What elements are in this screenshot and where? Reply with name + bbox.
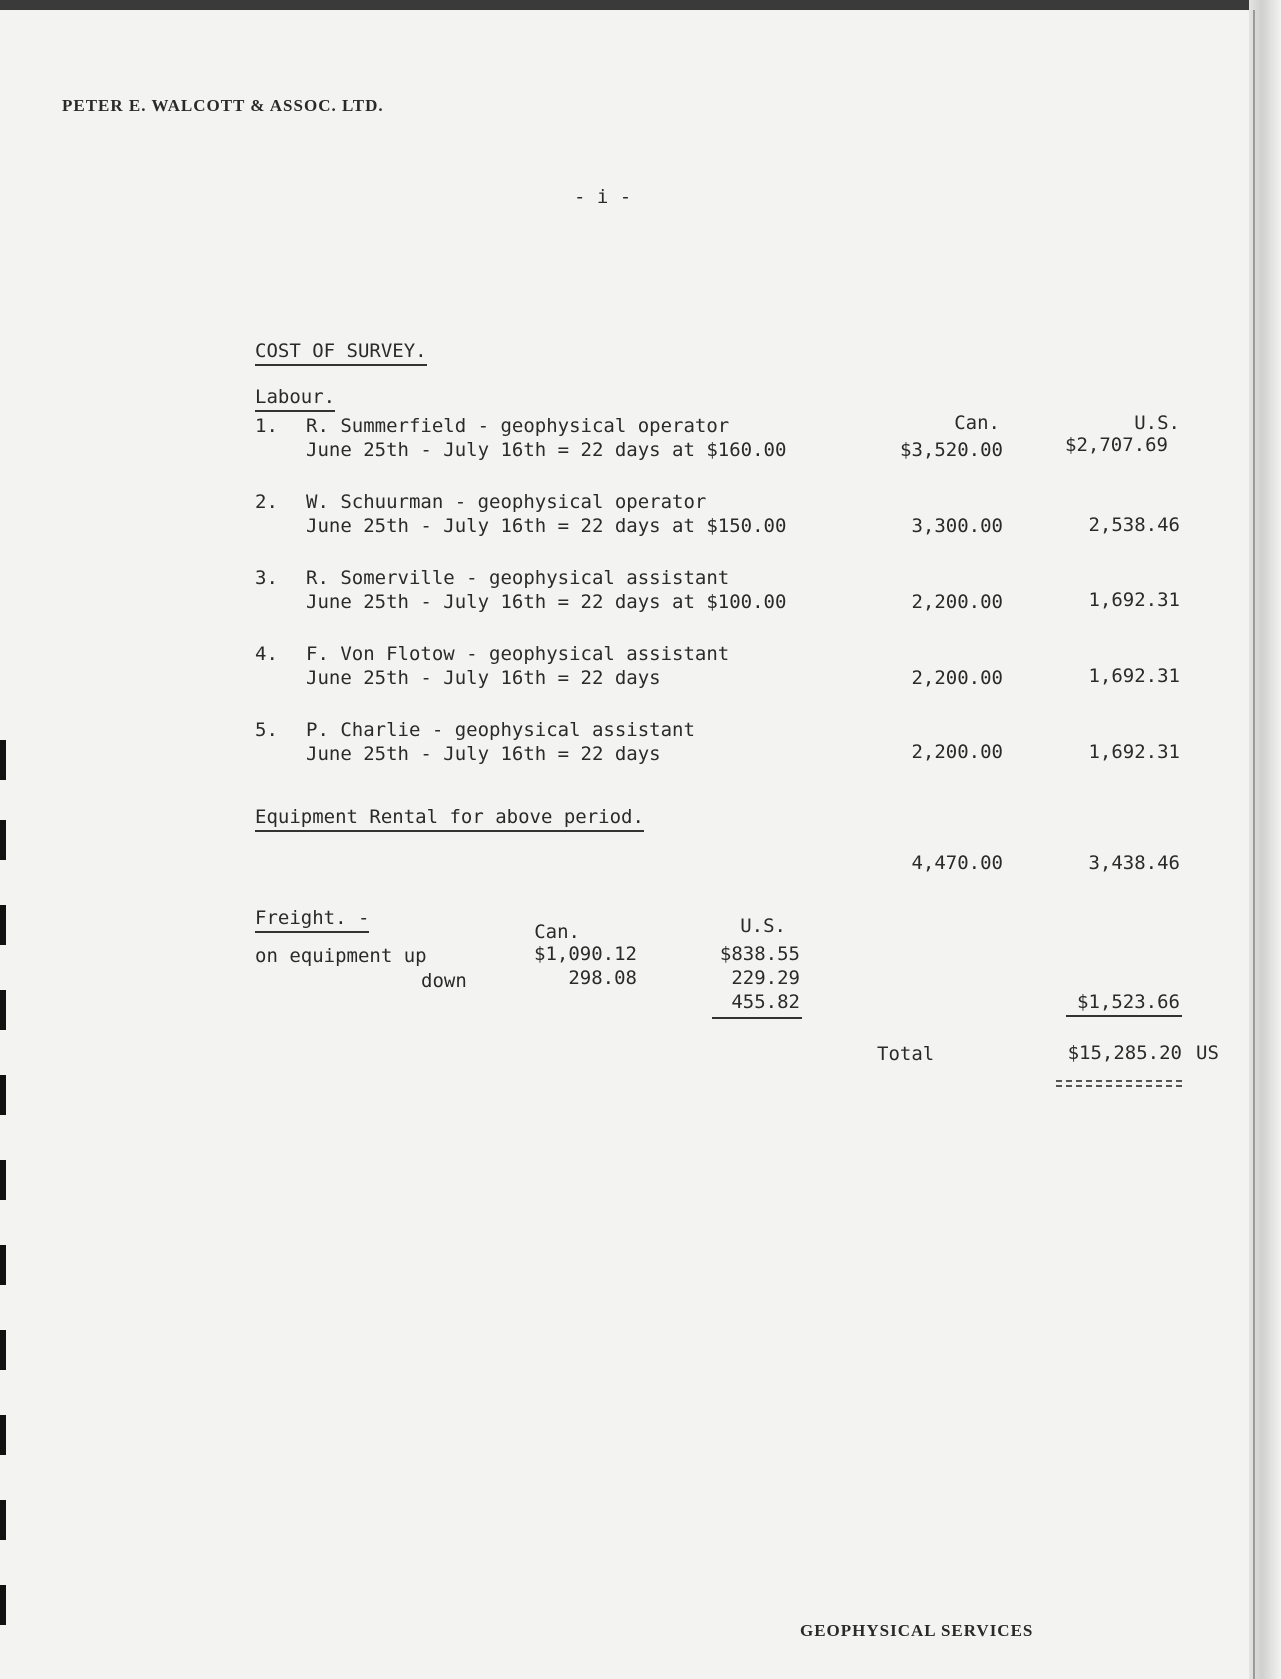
item-name: P. Charlie - geophysical assistant	[306, 719, 695, 741]
total-unit: US	[1196, 1042, 1219, 1064]
item-number: 2.	[255, 491, 278, 513]
total-label: Total	[877, 1043, 935, 1065]
binding-hole	[0, 1415, 6, 1455]
binding-hole	[0, 1245, 6, 1285]
item-detail: June 25th - July 16th = 22 days at $160.00	[306, 439, 787, 461]
item-number: 4.	[255, 643, 278, 665]
document-title: COST OF SURVEY.	[255, 340, 427, 366]
equipment-us-amount: 3,438.46	[1088, 852, 1180, 874]
freight-up-can: $1,090.12	[534, 943, 637, 965]
binding-hole	[0, 1075, 6, 1115]
labour-heading: Labour.	[255, 386, 335, 412]
item-can-amount: $3,520.00	[900, 439, 1003, 461]
item-name: F. Von Flotow - geophysical assistant	[306, 643, 730, 665]
company-header: PETER E. WALCOTT & ASSOC. LTD.	[62, 96, 384, 115]
item-detail: June 25th - July 16th = 22 days	[306, 667, 661, 689]
page-edge-line	[1253, 10, 1255, 1679]
item-name: W. Schuurman - geophysical operator	[306, 491, 707, 513]
freight-subtotal-us: 455.82	[731, 991, 800, 1013]
item-detail: June 25th - July 16th = 22 days	[306, 743, 661, 765]
item-us-amount: $2,707.69	[1065, 434, 1168, 456]
item-us-amount: 1,692.31	[1088, 589, 1180, 611]
item-detail: June 25th - July 16th = 22 days at $150.00	[306, 515, 787, 537]
binding-hole	[0, 1160, 6, 1200]
equipment-can-amount: 4,470.00	[911, 852, 1003, 874]
binding-hole	[0, 905, 6, 945]
binding-hole	[0, 1500, 6, 1540]
binding-hole	[0, 1330, 6, 1370]
item-number: 5.	[255, 719, 278, 741]
footer-text: GEOPHYSICAL SERVICES	[800, 1621, 1034, 1640]
freight-heading: Freight. -	[255, 907, 369, 933]
labour-can-header: Can.	[954, 412, 1000, 434]
freight-down-label: down	[421, 970, 467, 992]
freight-down-us: 229.29	[731, 967, 800, 989]
item-can-amount: 2,200.00	[911, 741, 1003, 763]
scan-top-edge	[0, 0, 1281, 10]
labour-us-header: U.S.	[1134, 412, 1180, 434]
item-name: R. Somerville - geophysical assistant	[306, 567, 730, 589]
binding-hole	[0, 1585, 6, 1625]
freight-total-us: $1,523.66	[1077, 991, 1180, 1013]
item-name: R. Summerfield - geophysical operator	[306, 415, 730, 437]
total-double-rule	[1056, 1085, 1182, 1089]
item-us-amount: 2,538.46	[1088, 514, 1180, 536]
item-us-amount: 1,692.31	[1088, 665, 1180, 687]
binding-hole	[0, 740, 6, 780]
item-can-amount: 2,200.00	[911, 591, 1003, 613]
page-number: - i -	[574, 186, 632, 208]
freight-total-rule	[1066, 1015, 1182, 1017]
binding-hole	[0, 990, 6, 1030]
item-detail: June 25th - July 16th = 22 days at $100.00	[306, 591, 787, 613]
item-can-amount: 3,300.00	[911, 515, 1003, 537]
freight-up-us: $838.55	[719, 943, 800, 965]
freight-label: on equipment up	[255, 945, 427, 967]
item-can-amount: 2,200.00	[911, 667, 1003, 689]
total-double-rule	[1056, 1080, 1182, 1084]
equipment-heading: Equipment Rental for above period.	[255, 806, 644, 832]
freight-can-header: Can.	[534, 921, 580, 943]
freight-subtotal-rule	[712, 1017, 802, 1019]
freight-down-can: 298.08	[568, 967, 637, 989]
item-number: 1.	[255, 415, 278, 437]
binding-hole	[0, 820, 6, 860]
item-number: 3.	[255, 567, 278, 589]
total-value: $15,285.20	[1067, 1042, 1182, 1064]
freight-us-header: U.S.	[740, 915, 786, 937]
item-us-amount: 1,692.31	[1088, 741, 1180, 763]
